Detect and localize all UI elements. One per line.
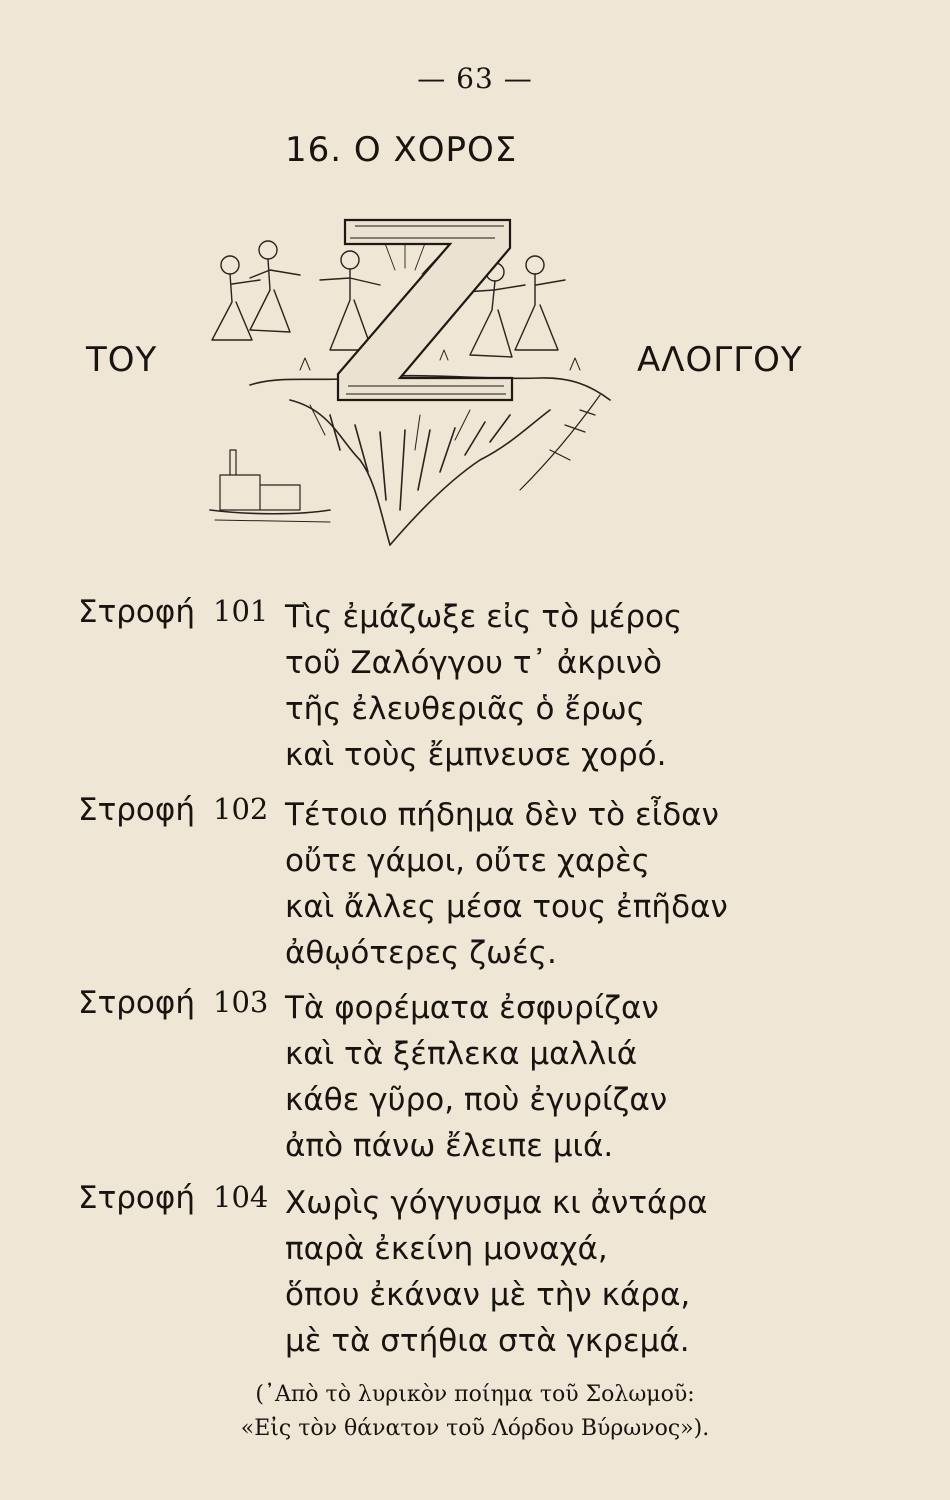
source-line: «Εἰς τὸν θάνατον τοῦ Λόρδου Βύρωνος»). — [240, 1416, 710, 1441]
poem-title: 16. Ο ΧΟΡΟΣ — [285, 130, 518, 170]
stanza-label: Στροφή — [78, 594, 195, 630]
verse-line: ἀθῳότερες ζωές. — [285, 935, 557, 971]
source-note — [0, 1378, 950, 1446]
stanza-label: Στροφή — [78, 1180, 195, 1216]
verse-line: καὶ τοὺς ἔμπνευσε χορό. — [285, 737, 667, 773]
verse-line: Χωρὶς γόγγυσμα κι ἀντάρα — [285, 1185, 708, 1221]
stanza-label: Στροφή — [78, 792, 195, 828]
verse-line: τοῦ Ζαλόγγου τ᾽ ἀκρινὸ — [285, 645, 663, 681]
title-word-left: ΤΟΥ — [86, 340, 158, 380]
verse-line: μὲ τὰ στήθια στὰ γκρεμά. — [285, 1323, 690, 1359]
verse-line: Τέτοιο πήδημα δὲν τὸ εἶδαν — [285, 797, 719, 833]
verse-line: κάθε γῦρο, ποὺ ἐγυρίζαν — [285, 1082, 668, 1118]
verse-line: Τὰ φορέματα ἐσφυρίζαν — [285, 990, 659, 1026]
stanza-verses — [285, 985, 667, 1169]
zalongo-illustration — [190, 210, 640, 560]
verse-line: καὶ ἄλλες μέσα τους ἐπῆδαν — [285, 889, 728, 925]
verse-line: οὔτε γάμοι, οὔτε χαρὲς — [285, 843, 650, 879]
stanza-number: 103 — [213, 985, 269, 1019]
verse-line: παρὰ ἐκείνη μοναχά, — [285, 1231, 608, 1267]
stanza-number: 101 — [213, 594, 269, 628]
page-number: — 63 — — [417, 62, 533, 95]
verse-line: ὅπου ἐκάναν μὲ τὴν κάρα, — [285, 1277, 691, 1313]
stanza-number: 104 — [213, 1180, 269, 1214]
verse-line: τῆς ἐλευθεριᾶς ὁ ἔρως — [285, 691, 645, 727]
stanza-verses — [285, 1180, 708, 1364]
verse-line: καὶ τὰ ξέπλεκα μαλλιά — [285, 1036, 638, 1072]
source-line: (᾽Απὸ τὸ λυρικὸν ποίημα τοῦ Σολωμοῦ: — [255, 1382, 695, 1407]
stanza-verses — [285, 594, 682, 778]
title-word-right: ΑΛΟΓΓΟΥ — [637, 340, 803, 380]
verse-line: ἀπὸ πάνω ἔλειπε μιά. — [285, 1128, 614, 1164]
verse-line: Τὶς ἐμάζωξε εἰς τὸ μέρος — [285, 599, 683, 635]
stanza-label: Στροφή — [78, 985, 195, 1021]
stanza-verses — [285, 792, 728, 976]
stanza-number: 102 — [213, 792, 269, 826]
